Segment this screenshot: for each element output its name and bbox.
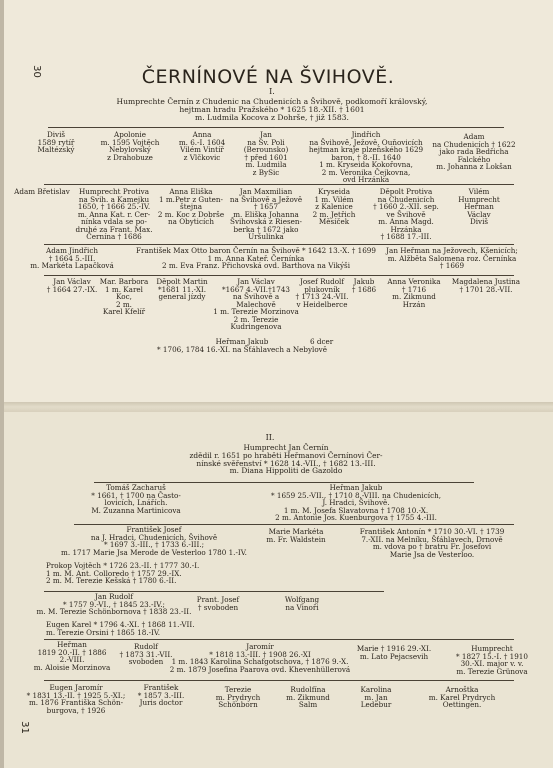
gen5-person: Děpolt Martin *1681 11.-XI. general jízdy xyxy=(156,277,208,302)
r6-person: Heřman 1819 20.-II. † 1886 2.-VIII. m. Aloisie Morzinova xyxy=(33,640,111,672)
gen4-person: František Max Otto baron Černín na Švihově * 1642 13.-X. † 1699 1 m. Anna Kateř. Černínka 2 m. Eva Franz. Přichovská ovd. Barthova na Vikýši xyxy=(136,246,376,271)
divider xyxy=(44,639,514,640)
section-i-roman: I. xyxy=(269,87,275,96)
divider xyxy=(44,275,514,276)
r7-person: Karolina m. Jan Ledebur xyxy=(360,685,392,710)
page-title: ČERNÍNOVÉ NA ŠVIHOVĚ. xyxy=(141,66,395,88)
section-i-head: Humprechte Černín z Chudenic na Chudenicích a Švihově, podkomoří královský, hejtman hradu Pražského * 1625 18.-XII. † 1601 m. Ludmila Kocova z Dohrše, † již 1583. xyxy=(116,97,428,122)
gen5-person: Magdalena Justina † 1701 28.-VII. xyxy=(451,277,521,294)
r4-person: Jan Rudolf * 1757 9.-VI., † 1845 23.-IV.; m. M. Terezie Schönbornova † 1838 23.-II. xyxy=(36,592,192,617)
r6-person: Jaromír * 1818 13.-III. † 1908 26.-XI 1 m. 1843 Karolina Schafgotschova, † 1876 9.-X. 2 m. 1879 Josefina Paarova ovd. Khevenhüllerová xyxy=(169,642,351,674)
gen2-person: Diviš 1589 rytíř Maltézský xyxy=(37,130,75,155)
r7-person: Rudolfína m. Zikmund Salm xyxy=(286,685,330,710)
scanned-page xyxy=(4,0,553,768)
section-ii-head: Humprecht Jan Černín zdědil r. 1651 po hraběti Heřmanovi Černínovi Čer- nínské svěřenství * 1628 14.-VII., † 1682 13.-III. m. Diana Hippoliti de Gazoldo xyxy=(189,443,383,476)
divider xyxy=(44,184,514,185)
gen4-person: Jan Heřman na Ježovech, Kšenicích; m. Alžběta Salomena roz. Černínka † 1669 xyxy=(386,246,518,271)
page-number-top: 30 xyxy=(30,65,42,78)
page-number-bottom: 31 xyxy=(18,721,30,734)
r6-person: Marie † 1916 29.-XI. m. Lato Pejacsevih xyxy=(356,644,432,661)
gen3-person: Vilém Humprecht Heřman Václav Diviš xyxy=(458,187,500,227)
gen3-person: Adam Břetislav xyxy=(14,187,70,196)
r2-person: Marie Markéta m. Fr. Waldstein xyxy=(266,527,326,544)
r5-person: Eugen Karel * 1796 4.-XI. † 1868 11.-VII. m. Terezie Orsini † 1865 18.-IV. xyxy=(46,620,195,637)
gen2-person: Apolonie m. 1595 Vojtěch Nebylovský z Drahobuze xyxy=(100,130,160,162)
gen6-daughters: 6 dcer xyxy=(310,337,334,346)
r2-person: František Josef na J. Hradci, Chudenicích, Švihově * 1697 3.-III., † 1733 6.-III.; m. 1717 Marie Jsa Merode de Vesterloo 1780 1.-IV. xyxy=(61,525,247,557)
r4-person: Wolfgang na Vinoři xyxy=(284,595,320,612)
gen2-person: Jan na Sv. Poli (Berounsko) † před 1601 m. Ludmila z BySic xyxy=(243,130,289,177)
gen2-person: Adam na Chudenicích † 1622 jako rada Bedřicha Falckého m. Johanna z Lokšan xyxy=(432,132,516,172)
r7-person: Terezie m. Prydrych Schönborn xyxy=(215,685,261,710)
r1-person: Tomáš Zacharuš * 1661, † 1700 na Často- lovicích, Lnářích. M. Zuzanna Martinicova xyxy=(91,483,181,515)
r7-person: František * 1857 3.-III. Juris doctor xyxy=(137,683,185,708)
r7-person: Arnoštka m. Karel Prydrych Oettingen. xyxy=(428,685,496,710)
gen3-person: Jan Maxmilian na Švihově a Ježově † 1657 m. Eliška Johanna Švihovská z Riesen- berka † 1672 jako Uršulinka xyxy=(229,187,303,242)
gen5-person: Jan Václav † 1664 27.-IX. xyxy=(46,277,98,294)
gen2-person: Anna m. 6.-I. 1604 Vilém Vintíř z Vlčkovic xyxy=(178,130,226,162)
divider xyxy=(44,680,514,681)
gen5-person: Anna Veronika † 1716 m. Zikmund Hrzán xyxy=(387,277,441,309)
gen5-person: Jan Václav *1667 4.-VII.†1743 na Švihově a Malechově 1 m. Terezie Morzinova 2 m. Terezie Kudringenova xyxy=(213,277,299,332)
r6-person: Rudolf † 1873 31.-VII. svoboden xyxy=(119,642,173,667)
r4-person: Prant. Josef † svoboden xyxy=(196,595,240,612)
r1-person: Heřman Jakub * 1659 25.-VII., † 1710 8.-VIII. na Chudenicích, J. Hradci, Švihově. 1 m. M. Josefa Slavatovna † 1708 10.-X. 2 m. Antonie Jos. Kuenburgova † 1755 4.-III. xyxy=(270,483,442,523)
r2-person: František Antonín * 1710 30.-VI. † 1739 7.-XII. na Melníku, Šťáhlavech, Drnově m. vdova po † bratru Fr. Josefovi Marie Jsa de Vesterloo. xyxy=(359,527,505,559)
section-ii-roman: II. xyxy=(265,433,275,442)
gen5-person: Mar. Barbora 1 m. Karel Koc, 2 m. Karel Kfelíř xyxy=(99,277,149,317)
r7-person: Eugen Jaromír * 1831 13.-II. † 1925 5.-XI.; m. 1876 Františka Schön- burgova, † 1926 xyxy=(26,683,126,715)
r3-person: Prokop Vojtěch * 1726 23.-II. † 1777 30.-I. 1 m. M. Ant. Colloredo † 1757 29.-IX. 2 m. M. Terezie Kešská † 1780 6.-II. xyxy=(46,561,200,586)
divider xyxy=(48,127,504,128)
gen3-person: Anna Eliška 1 m.Petr z Guten- štejna 2 m. Koc z Dobrše na Obyticích xyxy=(157,187,225,227)
divider xyxy=(44,244,514,245)
gen3-person: Humprecht Protiva na Svih. a Kamejku 1650, † 1666 25.-IV. m. Anna Kat. r. Cer- nínka vdala se po- druhé za Frant. Max. Černína † 1686 xyxy=(75,187,153,242)
gen3-person: Děpolt Protiva na Chudenicích † 1660 2.-XII. sep. ve Švihově m. Anna Magd. Hrzánka † 1688 17.-III. xyxy=(373,187,439,242)
r6-person: Humprecht * 1827 15.-I. † 1910 30.-XI. major v. v. m. Terezie Grünova xyxy=(456,644,528,676)
gen3-person: Kryseida 1 m. Vilém z Kalenice 2 m. Jetřich Měsíček xyxy=(312,187,356,227)
gen6-person: Heřman Jakub * 1706, 1784 16.-XI. na Šťáhlavech a Nebylově xyxy=(157,337,327,354)
gen5-person: Jakub † 1686 xyxy=(351,277,377,294)
gen4-person: Adam Jindřich † 1664 5.-III. m. Markéta Lapačková xyxy=(30,246,114,271)
gen2-person: Jindřich na Švihově, Ježově, Ouňovicích hejtman kraje plzeňského 1629 baron, † 8.-II. 1640 1 m. Kryseida Kokořovna, 2 m. Veronika Čejkovna, ovd Hrzánka xyxy=(308,130,424,185)
gen5-person: Josef Rudolf plukovník † 1713 24.-VII. v Heidelberce xyxy=(295,277,349,309)
